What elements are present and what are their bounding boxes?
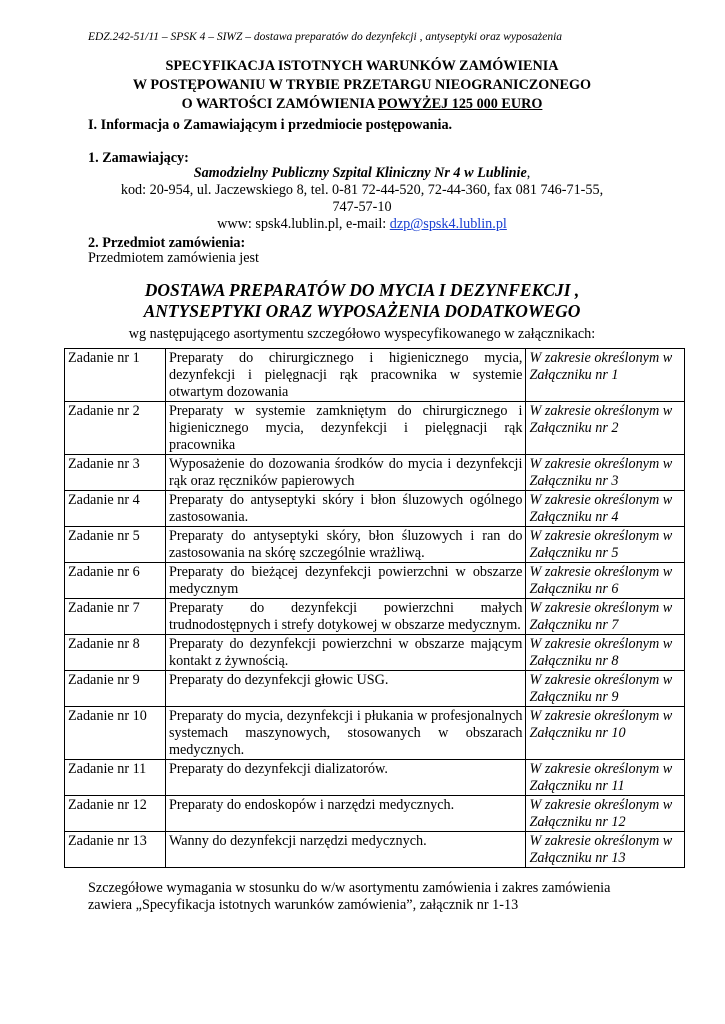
task-description: Preparaty do dezynfekcji dializatorów. [165,760,525,796]
table-row [65,760,685,796]
contact-line [88,216,636,233]
task-description: Preparaty do bieżącej dezynfekcji powierzchni w obszarze medycznym [165,563,525,599]
task-description: Preparaty do dezynfekcji powierzchni małych trudnodostępnych i strefy dotykowej w obszarze medycznym. [165,599,525,635]
title-line-3-prefix: O WARTOŚCI ZAMÓWIENIA [181,96,379,112]
task-description: Preparaty w systemie zamkniętym do chirurgicznego i higienicznego mycia, dezynfekcji i pielęgnacji rąk pracownika [165,402,525,455]
address-line-2: 747-57-10 [332,199,392,215]
section-1-heading: I. Informacja o Zamawiającym i przedmiocie postępowania. [88,117,453,133]
task-reference: W zakresie określonym w Załączniku nr 1 [526,349,685,402]
task-label: Zadanie nr 3 [65,455,166,491]
document-title [88,57,636,114]
task-label: Zadanie nr 7 [65,599,166,635]
table-row [65,599,685,635]
task-reference: W zakresie określonym w Załączniku nr 13 [526,832,685,868]
task-label: Zadanie nr 10 [65,707,166,760]
task-reference: W zakresie określonym w Załączniku nr 7 [526,599,685,635]
zamawiajacy-address-block [88,165,636,233]
task-description: Wanny do dezynfekcji narzędzi medycznych. [165,832,525,868]
task-reference: W zakresie określonym w Załączniku nr 10 [526,707,685,760]
table-row [65,455,685,491]
task-label: Zadanie nr 11 [65,760,166,796]
address-line-1: kod: 20-954, ul. Jaczewskiego 8, tel. 0-81 72-44-520, 72-44-360, fax 081 746-71-55, [120,182,604,198]
task-label: Zadanie nr 12 [65,796,166,832]
table-row [65,349,685,402]
task-label: Zadanie nr 9 [65,671,166,707]
table-row [65,671,685,707]
task-label: Zadanie nr 1 [65,349,166,402]
table-row [65,832,685,868]
order-subject-title [88,280,636,322]
table-row [65,563,685,599]
zamawiajacy-heading: 1. Zamawiający: [88,150,189,166]
table-row [65,635,685,671]
title-line-3 [88,95,636,114]
task-reference: W zakresie określonym w Załączniku nr 9 [526,671,685,707]
task-reference: W zakresie określonym w Załączniku nr 8 [526,635,685,671]
tasks-table-body [65,349,685,868]
task-label: Zadanie nr 8 [65,635,166,671]
task-description: Preparaty do antyseptyki skóry i błon śluzowych ogólnego zastosowania. [165,491,525,527]
email-link[interactable]: dzp@spsk4.lublin.pl [389,216,507,232]
task-reference: W zakresie określonym w Załączniku nr 3 [526,455,685,491]
task-description: Preparaty do mycia, dezynfekcji i płukania w profesjonalnych systemach maszynowych, stosowanych w obszarach medycznych. [165,707,525,760]
task-description: Preparaty do antyseptyki skóry, błon śluzowych i ran do zastosowania na skórę szczególnie wrażliwą. [165,527,525,563]
task-label: Zadanie nr 13 [65,832,166,868]
przedmiot-text: Przedmiotem zamówienia jest [88,250,259,266]
order-subject-line-1: DOSTAWA PREPARATÓW DO MYCIA I DEZYNFEKCJI , [144,280,580,300]
table-row [65,707,685,760]
task-description: Preparaty do chirurgicznego i higienicznego mycia, dezynfekcji i pielęgnacji rąk pracownika w systemie otwartym dozowania [165,349,525,402]
order-subject-line-2: ANTYSEPTYKI ORAZ WYPOSAŻENIA DODATKOWEGO [143,301,581,321]
task-description: Preparaty do endoskopów i narzędzi medycznych. [165,796,525,832]
task-reference: W zakresie określonym w Załączniku nr 4 [526,491,685,527]
www-text: www: spsk4.lublin.pl, e-mail: [217,216,390,232]
task-description: Wyposażenie do dozowania środków do mycia i dezynfekcji rąk oraz ręczników papierowych [165,455,525,491]
assortment-intro: wg następującego asortymentu szczegółowo wyspecyfikowanego w załącznikach: [128,326,596,342]
task-label: Zadanie nr 6 [65,563,166,599]
task-reference: W zakresie określonym w Załączniku nr 11 [526,760,685,796]
task-label: Zadanie nr 5 [65,527,166,563]
institution-name-line [88,165,636,182]
table-row [65,796,685,832]
task-reference: W zakresie określonym w Załączniku nr 12 [526,796,685,832]
table-row [65,491,685,527]
przedmiot-heading: 2. Przedmiot zamówienia: [88,235,246,251]
tasks-table [64,348,685,868]
title-line-2: W POSTĘPOWANIU W TRYBIE PRZETARGU NIEOGRANICZONEGO [132,77,592,93]
title-line-1: SPECYFIKACJA ISTOTNYCH WARUNKÓW ZAMÓWIENIA [165,58,559,74]
task-label: Zadanie nr 2 [65,402,166,455]
institution-name: Samodzielny Publiczny Szpital Kliniczny Nr 4 w Lublinie [193,165,527,181]
footer-paragraph: Szczegółowe wymagania w stosunku do w/w asortymentu zamówienia i zakres zamówienia zawiera „Specyfikacja istotnych warunków zamówienia”, załącznik nr 1-13 [88,880,611,913]
table-row [65,402,685,455]
table-row [65,527,685,563]
institution-name-suffix: , [526,165,531,181]
task-reference: W zakresie określonym w Załączniku nr 5 [526,527,685,563]
task-description: Preparaty do dezynfekcji powierzchni w obszarze mającym kontakt z żywnością. [165,635,525,671]
task-description: Preparaty do dezynfekcji głowic USG. [165,671,525,707]
document-header-reference: EDZ.242-51/11 – SPSK 4 – SIWZ – dostawa preparatów do dezynfekcji , antyseptyki oraz wyposażenia [88,31,563,43]
title-value-threshold: POWYŻEJ 125 000 EURO [378,96,543,112]
task-label: Zadanie nr 4 [65,491,166,527]
task-reference: W zakresie określonym w Załączniku nr 2 [526,402,685,455]
task-reference: W zakresie określonym w Załączniku nr 6 [526,563,685,599]
